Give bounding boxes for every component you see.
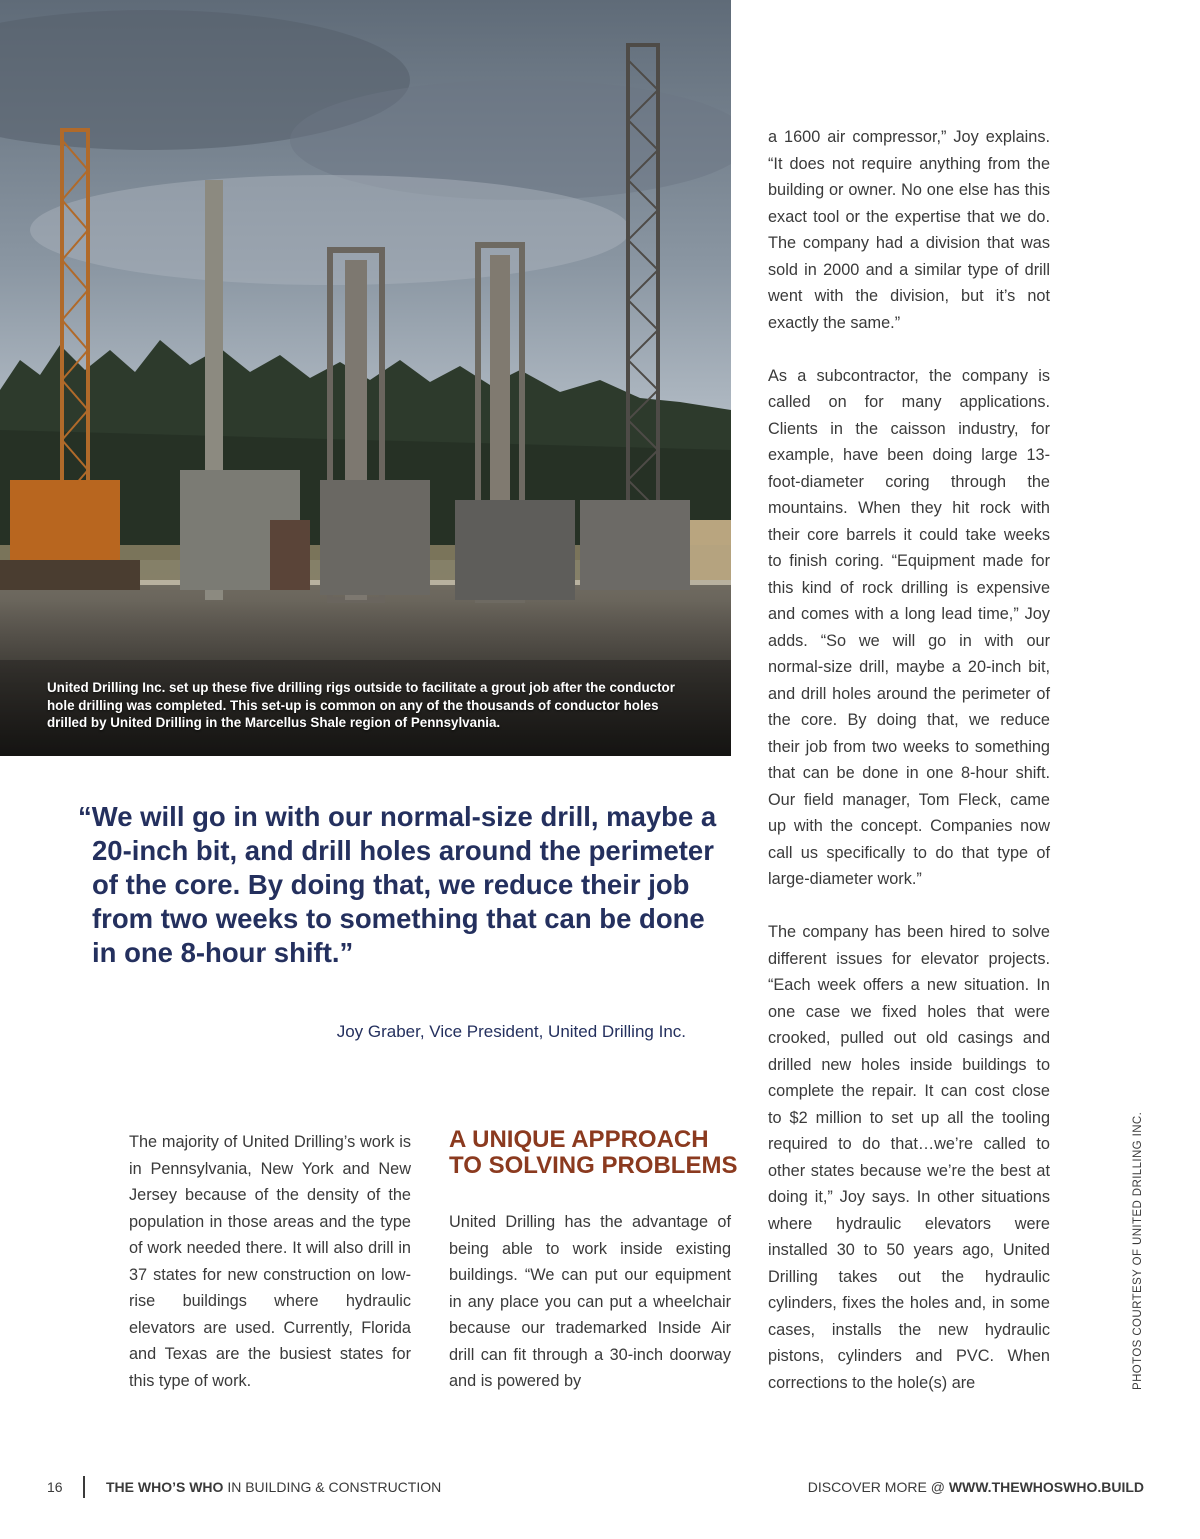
paragraph: As a subcontractor, the company is called on for many applications. Clients in the caisson industry, for example, have been doing large 13-foot-diameter coring through the mountains. When they hit rock with their core barrels it could take weeks to finish coring. “Equipment made for this kind of rock drilling is expensive and comes with a long lead time,” Joy adds. “So we will go in with our normal-size drill, maybe a 20-inch bit, and drill holes around the perimeter of the core. By doing that, we reduce their job from two weeks to something that can be done in one 8-hour shift. Our field manager, Tom Fleck, came up with the concept. Companies now call us specifically to do that type of large-diameter work.” — [768, 366, 1050, 888]
paragraph: United Drilling has the advantage of being able to work inside existing buildings. “We can put our equipment in any place you can put a wheelchair because our trademarked Inside Air drill can fit through a 30-inch doorway and is powered by — [449, 1213, 731, 1390]
publication-name — [106, 1479, 441, 1495]
publication-name-bold: THE WHO’S WHO — [106, 1479, 224, 1495]
right-column — [768, 124, 1050, 1396]
website-link[interactable]: WWW.THEWHOSWHO.BUILD — [948, 1479, 1144, 1495]
discover-prefix: DISCOVER MORE @ — [807, 1479, 949, 1495]
publication-name-rest: IN BUILDING & CONSTRUCTION — [223, 1479, 442, 1495]
paragraph: The majority of United Drilling’s work is in Pennsylvania, New York and New Jersey because of the density of the population in those areas and the type of work needed there. It will also drill in 37 states for new construction on low-rise buildings where hydraulic elevators are used. Currently, Florida and Texas are the busiest states for this type of work. — [129, 1133, 411, 1390]
photo-caption: United Drilling Inc. set up these five drilling rigs outside to facilitate a grout job after the conductor hole drilling was completed. This set-up is common on any of the thousands of conductor holes drilled by United Drilling in the Marcellus Shale region of Pennsylvania. — [47, 680, 675, 731]
paragraph: The company has been hired to solve different issues for elevator projects. “Each week offers a new situation. In one case we fixed holes that were crooked, pulled out old casings and drilled new holes inside buildings to complete the repair. It can cost close to $2 million to set up all the tooling required to do that…we’re called to other states because we’re the best at doing it,” Joy says. In other situations where hydraulic elevators were installed 30 to 50 years ago, United Drilling takes out the hydraulic cylinders, fixes the holes and, in some cases, installs the new hydraulic pistons, cylinders and PVC. When corrections to the hole(s) are — [768, 923, 1050, 1392]
footer-divider — [83, 1476, 85, 1498]
quote-attribution: Joy Graber, Vice President, United Drilling Inc. — [336, 1022, 686, 1041]
left-column — [129, 1129, 411, 1394]
photo-credit: PHOTOS COURTESY OF UNITED DRILLING INC. — [1132, 1111, 1144, 1390]
section-heading: A UNIQUE APPROACH TO SOLVING PROBLEMS — [449, 1126, 738, 1179]
pull-quote: “We will go in with our normal-size drill, maybe a 20-inch bit, and drill holes around the perimeter of the core. By doing that, we reduce their job from two weeks to something that can be done in one 8-hour shift.” — [78, 801, 717, 968]
drilling-rigs-illustration — [0, 0, 731, 756]
drilling-rigs-photo — [0, 0, 731, 756]
paragraph: a 1600 air compressor,” Joy explains. “It does not require anything from the building or owner. No one else has this exact tool or the expertise that we do. The company had a division that was sold in 2000 and a similar type of drill went with the division, but it’s not exactly the same.” — [768, 128, 1050, 332]
page-footer — [0, 1476, 1200, 1500]
middle-column — [449, 1209, 731, 1395]
page-number: 16 — [47, 1479, 63, 1495]
discover-more — [808, 1479, 1144, 1495]
